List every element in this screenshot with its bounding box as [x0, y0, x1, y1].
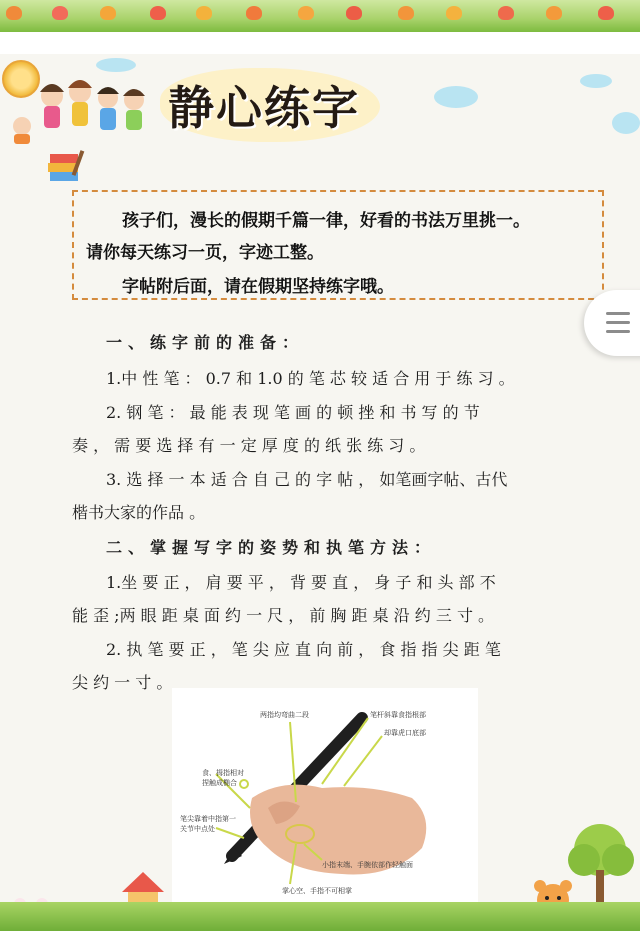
- diagram-label: 食、拇指相对捏触成椭合: [202, 769, 244, 787]
- flower-icon: [52, 6, 68, 20]
- notice-line: 请你每天练习一页，字迹工整。: [86, 243, 324, 263]
- flower-icon: [6, 6, 22, 20]
- paragraph-line: 1.中 性 笔 ： 0.7 和 1.0 的 笔 芯 较 适 合 用 于 练 习 。: [106, 369, 515, 388]
- notice-line: 孩子们，漫长的假期千篇一律，好看的书法万里挑一。: [122, 211, 530, 231]
- hand-holding-pen-icon: [172, 688, 478, 910]
- menu-icon: [606, 321, 630, 324]
- side-menu-button[interactable]: [584, 290, 640, 356]
- diagram-label: 两指均弯曲二段: [260, 711, 309, 719]
- diagram-label: 小指末端、手腕依部作轻触面: [322, 861, 413, 869]
- cloud-icon: [612, 112, 640, 134]
- paragraph-line: 奏 ， 需 要 选 择 有 一 定 厚 度 的 纸 张 练 习 。: [72, 436, 426, 455]
- diagram-label: 笔尖靠着中指第一关节中点处: [180, 815, 236, 833]
- paragraph-line: 2. 钢 笔 ： 最 能 表 现 笔 画 的 顿 挫 和 书 写 的 节: [106, 403, 480, 422]
- cloud-icon: [580, 74, 612, 88]
- notice-box: [72, 190, 604, 300]
- flower-icon: [150, 6, 166, 20]
- diagram-label: 却靠虎口底部: [384, 729, 426, 737]
- menu-icon: [606, 330, 630, 333]
- flower-icon: [346, 6, 362, 20]
- paragraph-line: 1.坐 要 正 ， 肩 要 平 ， 背 要 直 ， 身 子 和 头 部 不: [106, 573, 496, 592]
- section-heading: 一、练字前的准备：: [106, 333, 305, 352]
- cloud-icon: [434, 86, 478, 108]
- flower-icon: [298, 6, 314, 20]
- flower-icon: [598, 6, 614, 20]
- bottom-grass-border: [0, 902, 640, 931]
- flower-icon: [246, 6, 262, 20]
- flower-icon: [196, 6, 212, 20]
- paragraph-line: 能 歪 ;两 眼 距 桌 面 约 一 尺 ， 前 胸 距 桌 沿 约 三 寸 。: [72, 606, 495, 625]
- books-icon: [46, 148, 88, 190]
- top-white-strip: [0, 32, 640, 54]
- notice-line: 字帖附后面，请在假期坚持练字哦。: [122, 277, 394, 297]
- paragraph-line: 3. 选 择 一 本 适 合 自 己 的 字 帖 ， 如笔画字帖、古代: [106, 470, 508, 489]
- cloud-icon: [96, 58, 136, 72]
- diagram-label: 笔杆斜靠食指根部: [370, 711, 426, 719]
- menu-icon: [606, 312, 630, 315]
- children-illustration-icon: [0, 56, 170, 146]
- paragraph-line: 尖 约 一 寸 。: [72, 673, 173, 692]
- diagram-label: 掌心空、手指不可相掌: [282, 887, 352, 895]
- flower-icon: [100, 6, 116, 20]
- flower-icon: [398, 6, 414, 20]
- pen-grip-diagram: [172, 688, 478, 910]
- page-title: 静心练字: [168, 81, 360, 135]
- flower-icon: [498, 6, 514, 20]
- paragraph-line: 楷书大家的作品 。: [72, 503, 206, 522]
- flower-icon: [546, 6, 562, 20]
- section-heading: 二、掌握写字的姿势和执笔方法：: [106, 538, 437, 557]
- flower-icon: [446, 6, 462, 20]
- paragraph-line: 2. 执 笔 要 正 ， 笔 尖 应 直 向 前 ， 食 指 指 尖 距 笔: [106, 640, 501, 659]
- top-flower-border: [0, 0, 640, 32]
